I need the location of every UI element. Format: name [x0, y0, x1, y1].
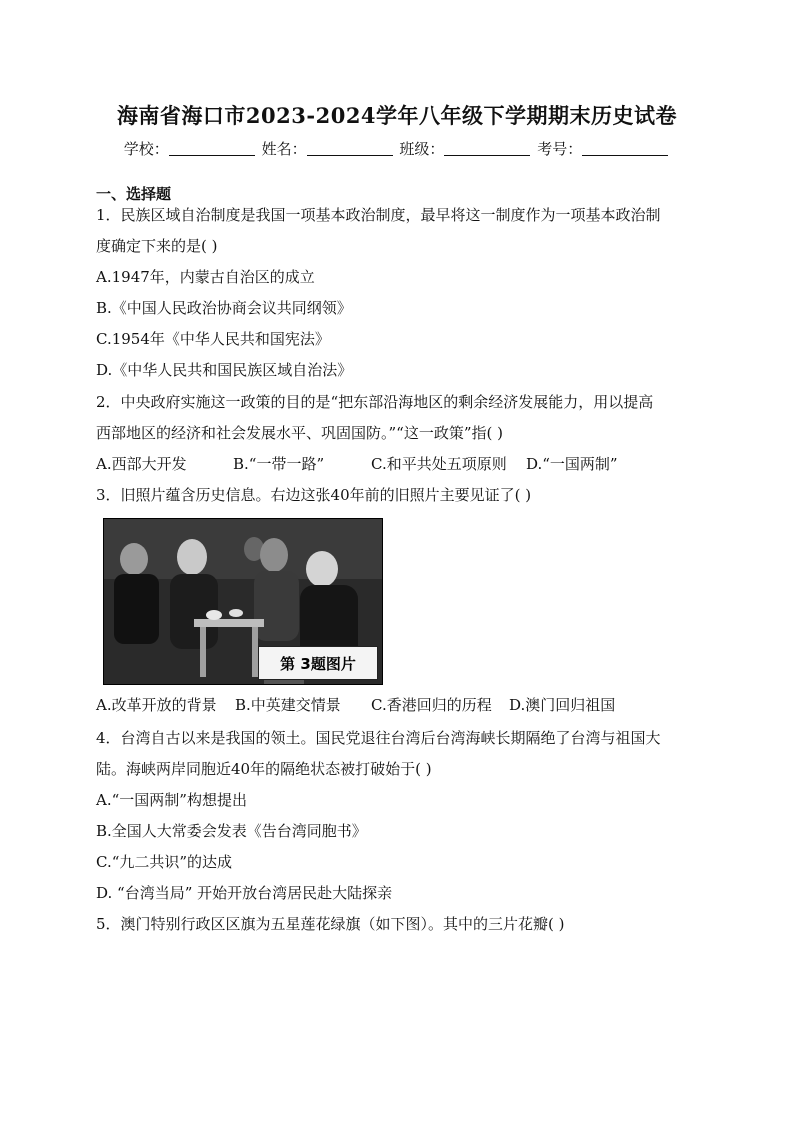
- q1-option-b: B.《中国人民政治协商会议共同纲领》: [96, 299, 352, 317]
- class-blank: [444, 141, 530, 156]
- school-blank: [169, 141, 255, 156]
- q5-stem-line1: 5．澳门特别行政区区旗为五星莲花绿旗（如下图）。其中的三片花瓣( ): [96, 915, 565, 933]
- q3-option-b: B.中英建交情景: [235, 696, 341, 714]
- q1-option-c: C.1954年《中华人民共和国宪法》: [96, 330, 330, 348]
- q2-stem-line1: 2．中央政府实施这一政策的目的是“把东部沿海地区的剩余经济发展能力，用以提高: [96, 393, 654, 411]
- q4-stem-line2: 陆。海峡两岸同胞近40年的隔绝状态被打破始于( ): [96, 760, 432, 778]
- exam-no-blank: [582, 141, 668, 156]
- student-info-row: [0, 138, 794, 159]
- q4-stem-line1: 4．台湾自古以来是我国的领土。国民党退往台湾后台湾海峡长期隔绝了台湾与祖国大: [96, 729, 661, 747]
- q2-option-a: A.西部大开发: [96, 455, 187, 473]
- page-title: 海南省海口市2023-2024学年八年级下学期期末历史试卷: [116, 103, 678, 128]
- class-label: 班级：: [399, 140, 445, 158]
- q3-stem-line1: 3．旧照片蕴含历史信息。右边这张40年前的旧照片主要见证了( ): [96, 486, 532, 504]
- section-title: 一、选择题: [96, 185, 172, 203]
- q1-stem-line1: 1．民族区域自治制度是我国一项基本政治制度，最早将这一制度作为一项基本政治制: [96, 206, 661, 224]
- name-label: 姓名：: [261, 140, 307, 158]
- q2-option-c: C.和平共处五项原则: [371, 455, 507, 473]
- q4-option-a: A.“一国两制”构想提出: [96, 791, 247, 809]
- exam-no-label: 考号：: [537, 140, 583, 158]
- q4-option-c: C.“九二共识”的达成: [96, 853, 233, 871]
- school-label: 学校：: [123, 140, 169, 158]
- q1-stem-line2: 度确定下来的是( ): [96, 237, 218, 255]
- q3-historical-photo: [103, 518, 383, 685]
- q2-option-b: B.“一带一路”: [233, 455, 325, 473]
- name-blank: [307, 141, 393, 156]
- photo-caption: 第 3题图片: [258, 646, 378, 680]
- q2-option-d: D.“一国两制”: [526, 455, 618, 473]
- q3-option-d: D.澳门回归祖国: [509, 696, 616, 714]
- q1-option-d: D.《中华人民共和国民族区域自治法》: [96, 361, 353, 379]
- q4-option-b: B.全国人大常委会发表《告台湾同胞书》: [96, 822, 367, 840]
- q3-option-a: A.改革开放的背景: [96, 696, 217, 714]
- q1-option-a: A.1947年，内蒙古自治区的成立: [96, 268, 315, 286]
- q2-stem-line2: 西部地区的经济和社会发展水平、巩固国防。”“这一政策”指( ): [96, 424, 503, 442]
- q3-option-c: C.香港回归的历程: [371, 696, 492, 714]
- q4-option-d: D. “台湾当局” 开始开放台湾居民赴大陆探亲: [96, 884, 393, 902]
